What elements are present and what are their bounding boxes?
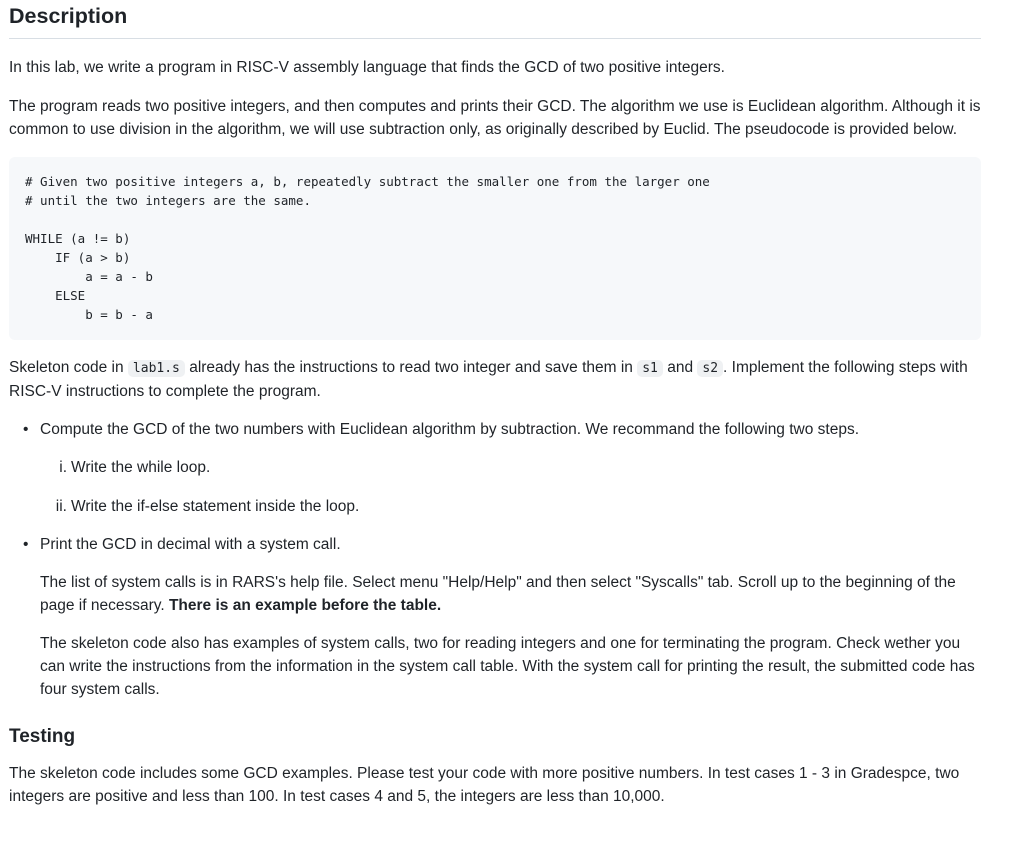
substep-text: Write the if-else statement inside the loop. <box>71 498 360 515</box>
register-s2-code: s2 <box>697 360 723 377</box>
skeleton-text-start: Skeleton code in <box>9 359 128 376</box>
substep-number: i. <box>59 459 67 476</box>
pseudocode-block[interactable]: # Given two positive integers a, b, repeatedly subtract the smaller one from the larger one # until the two integers are the same. WHILE (a != b) IF (a > b) a = a - b ELSE b = b - a <box>9 157 981 340</box>
print-step-text: Print the GCD in decimal with a system call. <box>40 536 341 553</box>
substep-number: ii. <box>55 498 67 515</box>
skeleton-text-end: . Implement the following steps with RISC-V instructions to complete the program. <box>9 359 968 400</box>
bullet-icon: • <box>23 536 29 553</box>
skeleton-paragraph <box>9 356 981 403</box>
bullet-icon: • <box>23 421 29 438</box>
substep-text: Write the while loop. <box>71 459 211 476</box>
skeleton-text-and: and <box>662 359 698 376</box>
steps-list <box>9 418 981 701</box>
list-item-print <box>23 533 981 701</box>
intro-paragraph: In this lab, we write a program in RISC-V assembly language that finds the GCD of two positive integers. <box>9 59 725 76</box>
substeps-list <box>40 456 981 518</box>
substep-item <box>59 456 981 479</box>
description-heading: Description <box>9 0 981 39</box>
list-item-compute <box>23 418 981 518</box>
examples-paragraph: The skeleton code also has examples of system calls, two for reading integers and one for terminating the program. Check wether you can write the instructions from the information in the system call table. With the system call for printing the result, the submitted code has four system calls. <box>40 635 975 698</box>
syscalls-bold-note: There is an example before the table. <box>168 597 442 614</box>
substep-item <box>55 495 981 518</box>
skeleton-file-code: lab1.s <box>128 360 185 377</box>
syscalls-paragraph <box>40 571 981 617</box>
testing-heading: Testing <box>9 726 76 747</box>
register-s1-code: s1 <box>637 360 663 377</box>
compute-step-text: Compute the GCD of the two numbers with Euclidean algorithm by subtraction. We recommand the following two steps. <box>40 421 860 438</box>
program-paragraph: The program reads two positive integers, and then computes and prints their GCD. The algorithm we use is Euclidean algorithm. Although it is common to use division in the algorithm, we will use subtraction only, as originally described by Euclid. The pseudocode is provided below. <box>9 98 981 138</box>
syscalls-text: The list of system calls is in RARS's help file. Select menu "Help/Help" and then select "Syscalls" tab. Scroll up to the beginning of the page if necessary. <box>40 574 956 614</box>
skeleton-text-middle: already has the instructions to read two integer and save them in <box>184 359 638 376</box>
testing-paragraph: The skeleton code includes some GCD examples. Please test your code with more positive numbers. In test cases 1 - 3 in Gradespce, two integers are positive and less than 100. In test cases 4 and 5, the integers are less than 10,000. <box>9 765 960 805</box>
